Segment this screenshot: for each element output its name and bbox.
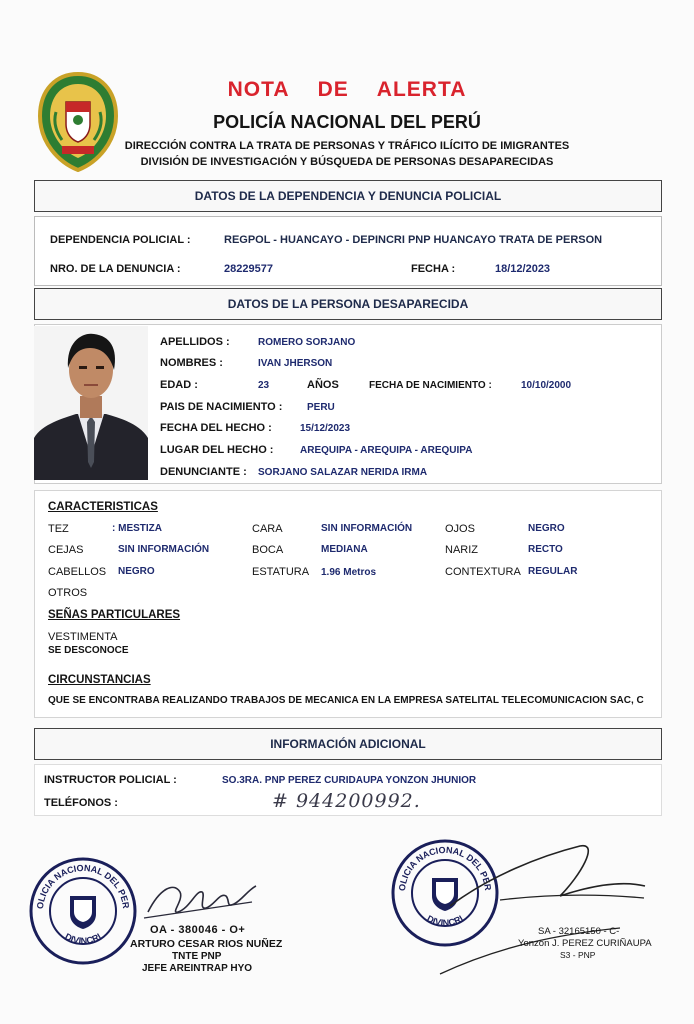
division-subtitle: DIVISIÓN DE INVESTIGACIÓN Y BÚSQUEDA DE PERSONAS DESAPARECIDAS <box>140 156 554 168</box>
boca-value: MEDIANA <box>321 544 368 555</box>
denuncia-value: 28229577 <box>224 263 273 275</box>
cabellos-value: NEGRO <box>118 566 155 577</box>
left-signature <box>140 878 260 924</box>
fecha-hecho-label: FECHA DEL HECHO : <box>160 422 272 434</box>
nariz-value: RECTO <box>528 544 563 555</box>
dependencia-box <box>34 216 662 286</box>
institution-title: POLICÍA NACIONAL DEL PERÚ <box>213 112 481 132</box>
edad-label: EDAD : <box>160 379 198 391</box>
tez-label: TEZ <box>48 523 69 535</box>
vestimenta-value: SE DESCONOCE <box>48 645 129 656</box>
apellidos-value: ROMERO SORJANO <box>258 337 356 348</box>
left-stamp <box>28 856 138 966</box>
fecha-hecho-value: 15/12/2023 <box>300 423 351 434</box>
estatura-label: ESTATURA <box>252 566 310 578</box>
svg-text:DIVINCRI <box>63 931 103 946</box>
circunstancias-value: QUE SE ENCONTRABA REALIZANDO TRABAJOS DE MECANICA EN LA EMPRESA SATELITAL TELECOMUNICACION SAC, C <box>48 695 644 706</box>
nariz-label: NARIZ <box>445 544 478 556</box>
lugar-label: LUGAR DEL HECHO : <box>160 444 274 456</box>
left-code: OA - 380046 - O+ <box>150 924 246 936</box>
right-name: Yonzon J. PEREZ CURIÑAUPA <box>518 938 652 949</box>
cejas-value: SIN INFORMACIÓN <box>118 544 210 555</box>
instructor-value: SO.3RA. PNP PEREZ CURIDAUPA YONZON JHUNIOR <box>222 775 477 786</box>
apellidos-label: APELLIDOS : <box>160 336 230 348</box>
right-code: SA - 32165150 - C- <box>538 926 620 937</box>
cara-value: SIN INFORMACIÓN <box>321 523 413 534</box>
direction-subtitle: DIRECCIÓN CONTRA LA TRATA DE PERSONAS Y TRÁFICO ILÍCITO DE IMIGRANTES <box>124 140 570 152</box>
cara-label: CARA <box>252 523 283 535</box>
left-rank: TNTE PNP <box>172 951 222 962</box>
dependencia-label: DEPENDENCIA POLICIAL : <box>50 234 191 246</box>
alert-title: NOTA DE ALERTA <box>227 78 467 101</box>
caracteristicas-title: CARACTERISTICAS <box>48 501 158 513</box>
left-name: ARTURO CESAR RIOS NUÑEZ <box>130 938 283 950</box>
telefono-handwritten: # 944200992. <box>272 790 421 812</box>
right-stamp-bottom-text: DIVINCRI <box>425 913 465 928</box>
pais-label: PAIS DE NACIMIENTO : <box>160 401 283 413</box>
persona-band: DATOS DE LA PERSONA DESAPARECIDA <box>34 288 662 320</box>
adicional-band: INFORMACIÓN ADICIONAL <box>34 728 662 760</box>
right-stamp-top-text: OLICIA NACIONAL DEL PER <box>396 844 493 892</box>
dependencia-value: REGPOL - HUANCAYO - DEPINCRI PNP HUANCAYO TRATA DE PERSON <box>224 234 603 246</box>
lugar-value: AREQUIPA - AREQUIPA - AREQUIPA <box>300 445 473 456</box>
ojos-label: OJOS <box>445 523 475 535</box>
estatura-value: 1.96 Metros <box>321 567 377 578</box>
contextura-value: REGULAR <box>528 566 578 577</box>
instructor-label: INSTRUCTOR POLICIAL : <box>44 774 177 786</box>
denunciante-value: SORJANO SALAZAR NERIDA IRMA <box>258 467 428 478</box>
anos-label: AÑOS <box>307 379 339 391</box>
dependencia-band: DATOS DE LA DEPENDENCIA Y DENUNCIA POLICIAL <box>34 180 662 212</box>
nacimiento-value: 10/10/2000 <box>521 380 572 391</box>
vestimenta-label: VESTIMENTA <box>48 631 118 643</box>
denunciante-label: DENUNCIANTE : <box>160 466 247 478</box>
left-stamp-top-text: OLICIA NACIONAL DEL PER <box>34 862 131 910</box>
nacimiento-label: FECHA DE NACIMIENTO : <box>369 380 492 391</box>
nombres-label: NOMBRES : <box>160 357 223 369</box>
tez-value: : MESTIZA <box>112 523 162 534</box>
cabellos-label: CABELLOS <box>48 566 107 578</box>
right-rank: S3 - PNP <box>560 950 596 960</box>
boca-label: BOCA <box>252 544 284 556</box>
fecha-label: FECHA : <box>411 263 456 275</box>
person-photo <box>34 326 148 480</box>
telefonos-label: TELÉFONOS : <box>44 797 118 809</box>
circunstancias-title: CIRCUNSTANCIAS <box>48 674 151 686</box>
left-stamp-bottom-text: DIVINCRI <box>63 931 103 946</box>
left-role: JEFE AREINTRAP HYO <box>142 963 253 974</box>
ojos-value: NEGRO <box>528 523 565 534</box>
denuncia-label: NRO. DE LA DENUNCIA : <box>50 263 181 275</box>
senas-title: SEÑAS PARTICULARES <box>48 609 181 621</box>
contextura-label: CONTEXTURA <box>445 566 521 578</box>
otros-label: OTROS <box>48 587 88 599</box>
pais-value: PERU <box>307 402 335 413</box>
nombres-value: IVAN JHERSON <box>258 358 333 369</box>
right-signature <box>430 836 650 976</box>
fecha-value: 18/12/2023 <box>495 263 551 275</box>
edad-value: 23 <box>258 380 270 391</box>
cejas-label: CEJAS <box>48 544 84 556</box>
